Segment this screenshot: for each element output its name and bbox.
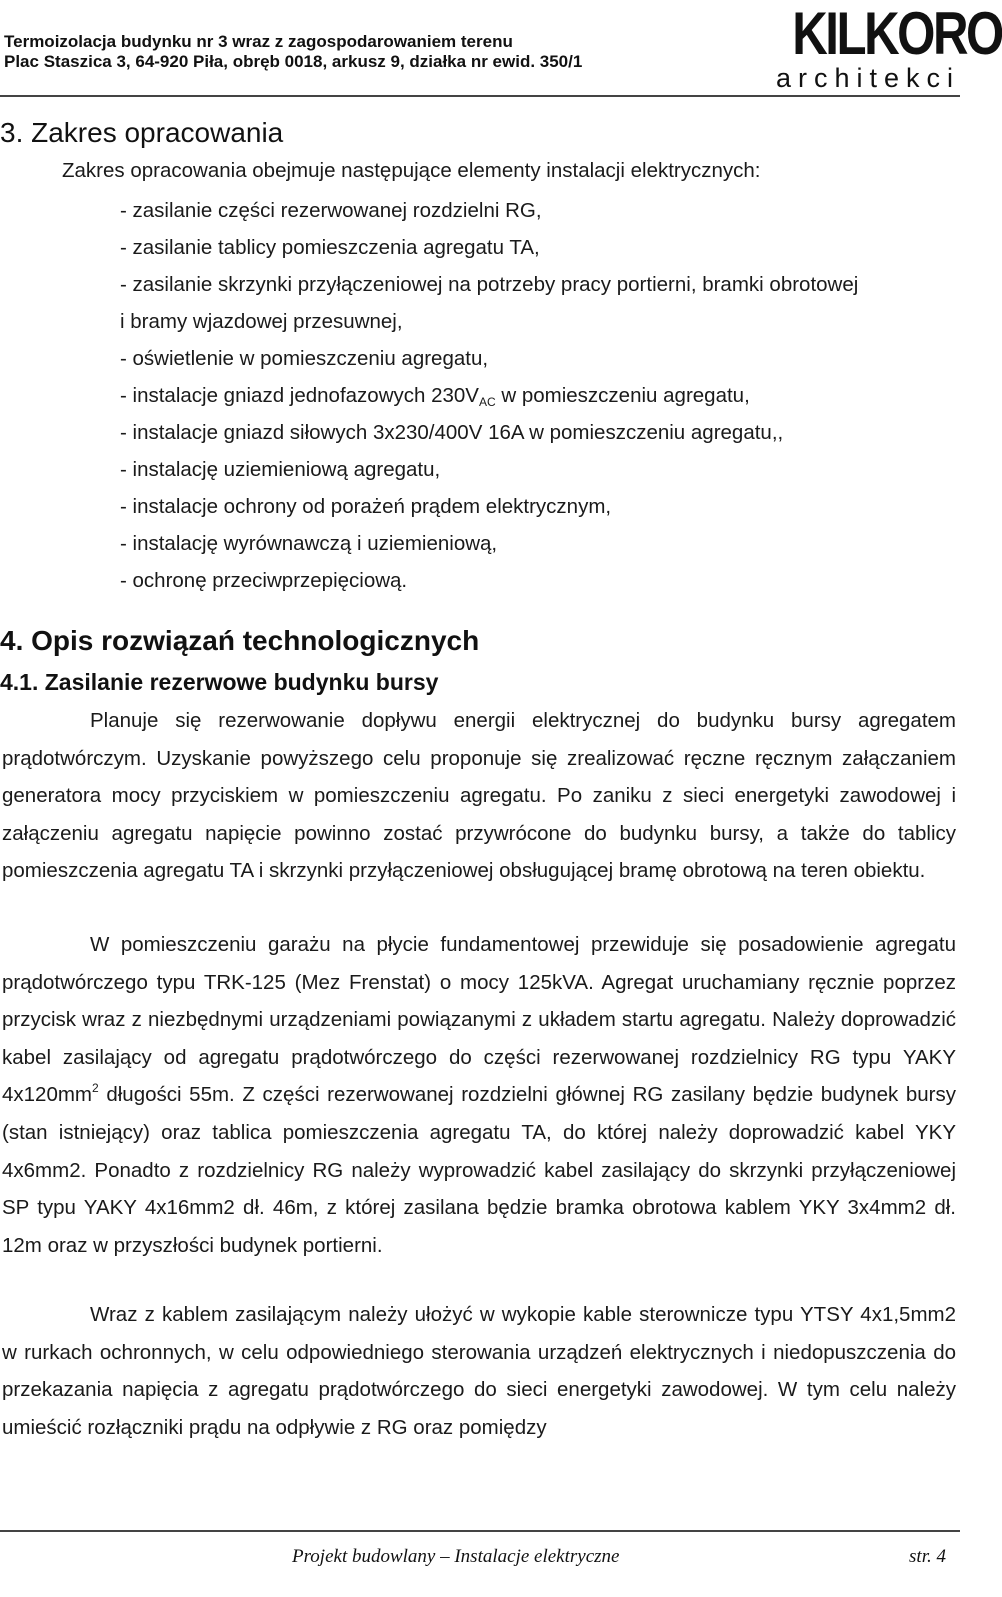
footer-divider — [0, 1530, 960, 1532]
logo-sub-text: architekci — [776, 63, 961, 93]
section-4-1-heading: 4.1. Zasilanie rezerwowe budynku bursy — [0, 669, 439, 695]
list-item-text: - instalacje gniazd jednofazowych 230V — [120, 384, 479, 407]
paragraph-1: Planuje się rezerwowanie dopływu energii elektrycznej do budynku bursy agregatem prądotwórczym. Uzyskanie powyższego celu proponuje się zrealizować ręczne ręcznym załączaniem generatora mocy przyciskiem w pomieszczeniu agregatu. Po zaniku z sieci energetyki zawodowej i załączeniu agregatu napięcie powinno zostać przywrócone do budynku bursy, a także do tablicy pomieszczenia agregatu TA i skrzynki przyłączeniowej obsługującej bramę obrotową na teren obiektu. — [2, 709, 956, 883]
section-3-heading: 3. Zakres opracowania — [0, 117, 284, 148]
superscript-2: 2 — [92, 1081, 99, 1096]
list-item: i bramy wjazdowej przesuwnej, — [120, 310, 403, 333]
list-item: - instalację wyrównawczą i uziemieniową, — [120, 532, 498, 555]
list-item: - zasilanie skrzynki przyłączeniowej na potrzeby pracy portierni, bramki obrotowej — [120, 273, 859, 296]
page-number: str. 4 — [909, 1546, 946, 1567]
paragraph-2 — [2, 926, 956, 1264]
paragraph-3: Wraz z kablem zasilającym należy ułożyć w wykopie kable sterownicze typu YTSY 4x1,5mm2 w rurkach ochronnych, w celu odpowiedniego sterowania urządzeń elektrycznych i niedopuszczenia do przekazania napięcia z agregatu prądotwórczego do sieci energetyki zawodowej. W tym celu należy umieścić rozłączniki prądu na odpływie z RG oraz pomiędzy — [2, 1303, 956, 1439]
company-logo — [776, 0, 1002, 93]
section-4-heading: 4. Opis rozwiązań technologicznych — [0, 625, 480, 656]
list-item: - zasilanie części rezerwowanej rozdzielni RG, — [120, 199, 542, 222]
document-title-line2: Plac Staszica 3, 64-920 Piła, obręb 0018, arkusz 9, działka nr ewid. 350/1 — [4, 52, 583, 71]
page-header — [0, 0, 1002, 96]
list-item: - instalację uziemieniową agregatu, — [120, 458, 441, 481]
paragraph-2-a: W pomieszczeniu garażu na płycie fundamentowej przewiduje się posadowienie agregatu prądotwórczego typu TRK-125 (Mez Frenstat) o mocy 125kVA. Agregat uruchamiany ręcznie poprzez przycisk wraz z niezbędnymi urządzeniami powiązanymi z układem startu agregatu. Należy doprowadzić kabel zasilający od agregatu prądotwórczego do części rezerwowanej rozdzielnicy RG typu YAKY 4x120mm — [2, 933, 956, 1107]
document-title-line1: Termoizolacja budynku nr 3 wraz z zagospodarowaniem terenu — [4, 32, 513, 51]
subscript-ac: AC — [478, 395, 496, 409]
paragraph-2-b: długości 55m. Z części rezerwowanej rozdzielni głównej RG zasilany będzie budynek bursy (stan istniejący) oraz tablica pomieszczenia agregatu TA, do której należy doprowadzić kabel YKY 4x6mm2. Ponadto z rozdzielnicy RG należy wyprowadzić kabel zasilający do skrzynki przyłączeniowej SP typu YAKY 4x16mm2 dł. 46m, z której zasilana będzie bramka obrotowa kablem YKY 3x4mm2 dł. 12m oraz w przyszłości budynek portierni. — [2, 1083, 956, 1257]
list-item-text-rest: w pomieszczeniu agregatu, — [495, 384, 750, 407]
header-divider — [0, 95, 960, 97]
section-3-intro: Zakres opracowania obejmuje następujące elementy instalacji elektrycznych: — [62, 159, 761, 182]
list-item: - instalacje ochrony od porażeń prądem elektrycznym, — [120, 495, 612, 518]
footer-project-name: Projekt budowlany – Instalacje elektryczne — [292, 1546, 620, 1567]
list-item: - oświetlenie w pomieszczeniu agregatu, — [120, 347, 489, 370]
list-item: - ochronę przeciwprzepięciową. — [120, 569, 408, 592]
document-title — [4, 32, 744, 72]
list-item: - zasilanie tablicy pomieszczenia agregatu TA, — [120, 236, 540, 259]
list-item — [120, 377, 956, 415]
list-item: - instalacje gniazd siłowych 3x230/400V 16A w pomieszczeniu agregatu,, — [120, 421, 784, 444]
logo-main-text: KILKORO — [792, 0, 1002, 67]
